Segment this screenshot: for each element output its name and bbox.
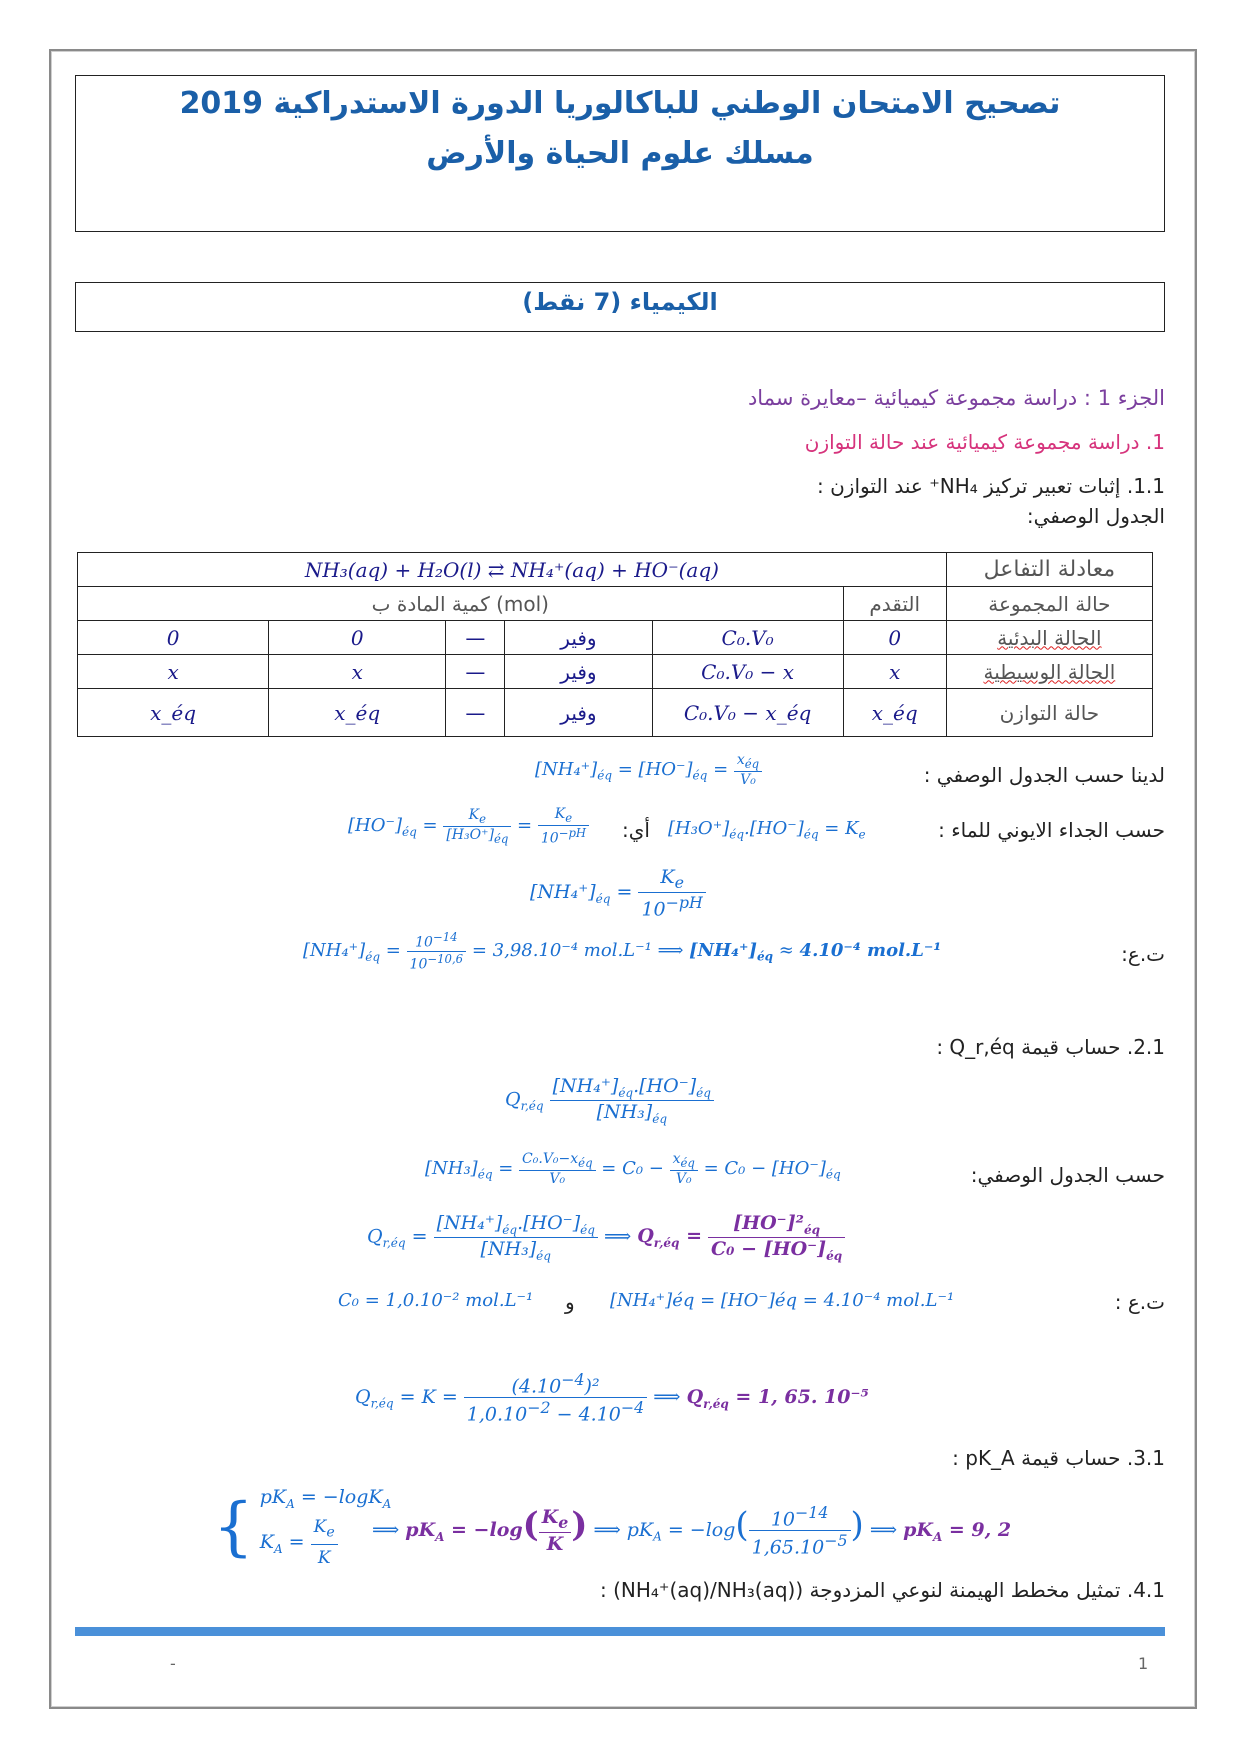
line2-label: حسب الجداء الايوني للماء :: [938, 818, 1165, 842]
formula-pka-calc: ⟹ $pK_A = -\log$( $\frac{K_e}{K}$ ) ⟹ $pK_A = -\log$( $\frac{10^{-14}}{1,65.10^{-5}}$ ) ⟹ $pK_A = 9$, 2: [372, 1503, 1012, 1559]
equilibrium-concentrations: [NH₄⁺]éq = [HO⁻]éq = 4.10⁻⁴ mol.L⁻¹: [610, 1290, 955, 1311]
cell-nh4: 0: [269, 621, 446, 655]
formula-ionic-product: $[H_3O^+]_{éq}.[HO^-]_{éq} = K_e$: [668, 818, 866, 842]
question-2-1: 2.1. حساب قيمة Q_r,éq :: [936, 1035, 1165, 1059]
formula-nh4-ke: $[NH_4^+]_{éq}$ = $\frac{K_e}{10^{-pH}}$: [530, 866, 706, 920]
formula-qr-expr: $Q_{r,éq}$ = $\frac{[NH_4^+]_{éq}.[HO^-]_{éq}}{[NH_3]_{éq}}$ ⟹ $Q_{r,éq}$ = $\frac{[HO^-]^2_{éq}}{C_0 - [HO^-]_{éq}}$: [367, 1212, 845, 1263]
cell-nh3: C₀.V₀ − x_éq: [652, 689, 843, 737]
cell-advance: x_éq: [843, 689, 946, 737]
exam-track: مسلك علوم الحياة والأرض: [426, 136, 814, 171]
nh4-result: 4.10⁻⁴ mol.L⁻¹: [799, 940, 942, 962]
section-title: الكيمياء (7 نقط): [522, 288, 718, 316]
table-row: [78, 621, 1153, 655]
cell-state: الحالة الوسيطية: [983, 659, 1116, 684]
cell-arrow: —: [446, 689, 505, 737]
reaction-equation: NH₃(aq) + H₂O(l) ⇄ NH₄⁺(aq) + HO⁻(aq): [78, 553, 947, 587]
section-box: [75, 282, 1165, 332]
advancement-table: [77, 552, 1153, 737]
part1-heading: الجزء 1 : دراسة مجموعة كيميائية –معايرة سماد: [747, 386, 1165, 410]
cell-nh3: C₀.V₀: [652, 621, 843, 655]
cell-arrow: —: [446, 655, 505, 689]
equation-label: معادلة التفاعل: [946, 553, 1152, 587]
formula-pka-system: { $pK_A = -\log K_A$ $K_A$ = $\frac{K_e}{K}$: [213, 1486, 392, 1569]
cell-h2o: وفير: [505, 689, 652, 737]
exam-title: تصحيح الامتحان الوطني للباكالوريا الدورة الاستدراكية 2019: [179, 86, 1061, 121]
sub-heading-1: 1. دراسة مجموعة كيميائية عند حالة التوازن: [804, 430, 1165, 454]
question-3-1: 3.1. حساب قيمة pK_A :: [952, 1446, 1165, 1470]
nh4-numeric-value: 3,98.10⁻⁴ mol.L⁻¹: [492, 940, 652, 962]
line1-label: لدينا حسب الجدول الوصفي :: [923, 763, 1165, 787]
formula-nh3: $[NH_3]_{éq}$ = $\frac{C_0.V_0-x_{éq}}{\text{V₀}}$ = C₀ − $\frac{x_{éq}}{\text{V₀}}$ = $C_0 - [HO^-]_{éq}$: [425, 1151, 841, 1187]
pka-result: 9, 2: [971, 1518, 1012, 1541]
footer-bar: [75, 1627, 1165, 1636]
cell-nh4: x: [269, 655, 446, 689]
cell-nh4: x_éq: [269, 689, 446, 737]
table-label: الجدول الوصفي:: [1026, 504, 1165, 528]
table-row: [78, 689, 1153, 737]
conjunction-wa: و: [565, 1290, 575, 1314]
qr-result: 1, 65. 10⁻⁵: [757, 1385, 869, 1408]
numeric-app-2: ت.ع :: [1114, 1290, 1165, 1314]
line3-label: حسب الجدول الوصفي:: [970, 1163, 1165, 1187]
question-4-1: 4.1. تمثيل مخطط الهيمنة لنوعي المزدوجة (NH₄⁺(aq)/NH₃(aq)) :: [599, 1578, 1165, 1602]
formula-ho: $[HO^-]_{éq}$ = $\frac{K_e}{[H_3O^+]_{éq}}$ = $\frac{K_e}{10^{-pH}}$: [348, 806, 589, 846]
quantity-label: كمية المادة ب (mol): [78, 587, 844, 621]
line2-ay: أي:: [622, 818, 650, 842]
cell-nh3: C₀.V₀ − x: [652, 655, 843, 689]
table-row: [78, 655, 1153, 689]
cell-advance: x: [843, 655, 946, 689]
question-1-1: 1.1. إثبات تعبير تركيز NH₄⁺ عند التوازن :: [817, 474, 1165, 498]
page-number: 1: [1138, 1654, 1149, 1673]
formula-qr-numeric: $Q_{r,éq} = K$ = $\frac{(4.10^{-4})^2}{1,0.10^{-2} - 4.10^{-4}}$ ⟹ $Q_{r,éq} = 1$, 65. 10⁻⁵: [355, 1370, 869, 1426]
initial-concentration: C₀ = 1,0.10⁻² mol.L⁻¹: [338, 1290, 534, 1311]
cell-h2o: وفير: [505, 655, 652, 689]
cell-ho: 0: [78, 621, 269, 655]
cell-ho: x: [78, 655, 269, 689]
cell-state: حالة التوازن: [946, 689, 1152, 737]
cell-state: الحالة البدئية: [997, 625, 1102, 650]
formula-nh4-xeq: $[NH_4^+]_{éq} = [HO^-]_{éq}$ = $\frac{x_{éq}}{\text{V₀}}$: [535, 752, 762, 788]
formula-qr-def: $Q_{r,éq}$ $\frac{[NH_4^+]_{éq}.[HO^-]_{éq}}{[NH_3]_{éq}}$: [505, 1075, 714, 1126]
footer-dash: -: [170, 1654, 176, 1673]
title-box: [75, 75, 1165, 232]
cell-h2o: وفير: [505, 621, 652, 655]
numeric-app-1: ت.ع:: [1121, 942, 1165, 966]
advance-label: التقدم: [843, 587, 946, 621]
cell-ho: x_éq: [78, 689, 269, 737]
formula-nh4-numeric: $[NH_4^+]_{éq}$ = $\frac{10^{-14}}{10^{-10,6}}$ = 3,98.10⁻⁴ mol.L⁻¹ ⟹ $[NH_4^+]_{éq} \approx 4.10^{-4}$ mol.L⁻¹: [303, 930, 942, 973]
cell-advance: 0: [843, 621, 946, 655]
cell-arrow: —: [446, 621, 505, 655]
state-label: حالة المجموعة: [946, 587, 1152, 621]
